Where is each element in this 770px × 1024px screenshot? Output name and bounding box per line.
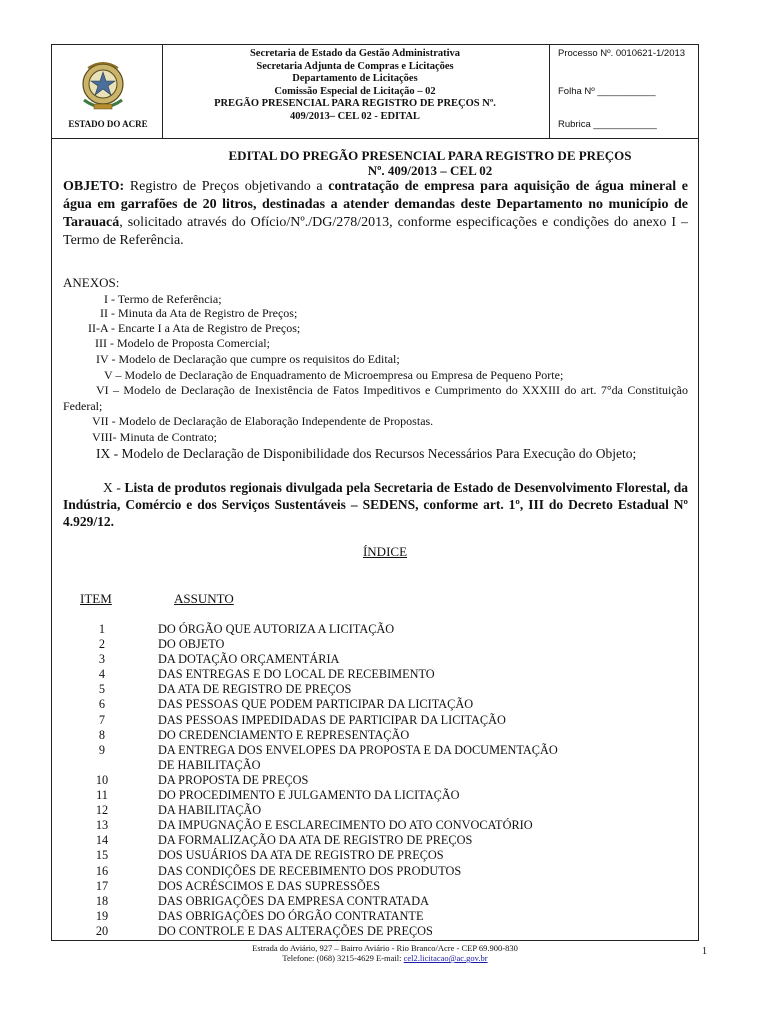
header-divider-left	[162, 44, 163, 138]
header-line: Secretaria de Estado da Gestão Administrativa	[249, 48, 461, 59]
index-item-number	[80, 758, 124, 773]
index-item-number: 9	[98, 742, 106, 757]
index-item-subject: DO CONTROLE E DAS ALTERAÇÕES DE PREÇOS	[158, 923, 433, 938]
index-row	[80, 803, 640, 818]
index-row	[80, 743, 640, 758]
index-item-subject: DA FORMALIZAÇÃO DA ATA DE REGISTRO DE PREÇOS	[158, 833, 473, 848]
anexo-item: IV - Modelo de Declaração que cumpre os requisitos do Edital;	[96, 352, 400, 366]
anexo-x-text: Lista de produtos regionais divulgada pela Secretaria de Estado de Desenvolvimento Florestal, da Indústria, Comércio e dos Serviços Sustentáveis – SEDENS, conforme art. 1º, III do Decreto Estadual Nº 4.929/12.	[63, 480, 688, 529]
index-row	[80, 667, 640, 682]
folha-field: Folha Nº ___________	[558, 86, 656, 97]
anexo-item: VII - Modelo de Declaração de Elaboração Independente de Propostas.	[92, 414, 434, 428]
index-item-number: 16	[95, 863, 109, 878]
index-item-subject: DE HABILITAÇÃO	[158, 757, 261, 772]
title-line: Nº. 409/2013 – CEL 02	[367, 163, 493, 178]
index-item-number: 14	[95, 833, 109, 848]
anexo-item: VIII- Minuta de Contrato;	[92, 430, 217, 444]
index-item-subject: DAS PESSOAS IMPEDIDADAS DE PARTICIPAR DA LICITAÇÃO	[158, 712, 506, 727]
footer	[0, 943, 770, 963]
index-item-number: 8	[98, 727, 106, 742]
rubrica-field: Rubrica ____________	[558, 119, 657, 130]
index-item-number: 5	[98, 682, 106, 697]
index-item-subject: DA ENTREGA DOS ENVELOPES DA PROPOSTA E DA DOCUMENTAÇÃO	[158, 742, 558, 757]
objeto-bold-text: contratação de empresa para aquisição de água mineral e água em garrafões de 20 litros, destinadas a atender demandas deste Departamento no município de Tarauacá	[63, 179, 688, 230]
header-line: 409/2013– CEL 02 - EDITAL	[290, 110, 420, 122]
index-item-number: 19	[95, 908, 109, 923]
index-item-subject: DO CREDENCIAMENTO E REPRESENTAÇÃO	[158, 727, 410, 742]
index-row	[80, 637, 640, 652]
index-item-number: 18	[95, 893, 109, 908]
index-item-subject: DAS OBRIGAÇÕES DA EMPRESA CONTRATADA	[158, 893, 429, 908]
anexo-item: II-A - Encarte I a Ata de Registro de Preços;	[88, 321, 301, 335]
index-row	[80, 879, 640, 894]
index-row	[80, 833, 640, 848]
objeto-text: , solicitado através do Ofício/Nº./DG/278/2013, conforme especificações e condições do anexo I – Termo de Referência.	[63, 215, 688, 248]
index-item-subject: DO PROCEDIMENTO E JULGAMENTO DA LICITAÇÃO	[158, 788, 460, 803]
index-row	[80, 894, 640, 909]
index-row	[80, 924, 640, 939]
process-number: Processo Nº. 0010621-1/2013	[558, 48, 686, 59]
header-institution	[168, 48, 542, 123]
objeto-label: OBJETO:	[63, 179, 125, 194]
objeto-text: Registro de Preços objetivando a	[124, 179, 329, 194]
index-item-subject: DO ÓRGÃO QUE AUTORIZA A LICITAÇÃO	[158, 622, 395, 636]
index-item-number: 4	[98, 667, 106, 682]
header-line: Departamento de Licitações	[292, 73, 418, 84]
index-row	[80, 773, 640, 788]
anexos-label: ANEXOS:	[63, 275, 120, 290]
email-link[interactable]: cel2.licitacao@ac.gov.br	[403, 953, 488, 963]
index-item-number: 6	[98, 697, 106, 712]
index-item-number: 7	[98, 712, 106, 727]
index-row	[80, 758, 640, 773]
coat-of-arms-icon	[78, 60, 128, 114]
anexo-item: II - Minuta da Ata de Registro de Preços;	[100, 306, 298, 320]
header-line: Secretaria Adjunta de Compras e Licitações	[256, 60, 454, 72]
anexo-item: I - Termo de Referência;	[104, 292, 222, 306]
index-item-subject: DA PROPOSTA DE PREÇOS	[158, 772, 309, 787]
anexo-item-x	[63, 479, 688, 530]
anexo-item: V – Modelo de Declaração de Enquadramento de Microempresa ou Empresa de Pequeno Porte;	[104, 368, 564, 382]
index-row	[80, 818, 640, 833]
index-item-number: 11	[96, 788, 108, 803]
index-item-subject: DO OBJETO	[158, 637, 225, 652]
index-item-number: 13	[95, 818, 109, 833]
document-title	[170, 148, 690, 178]
index-item-subject: DOS USUÁRIOS DA ATA DE REGISTRO DE PREÇOS	[158, 848, 444, 863]
header-divider-right	[549, 44, 550, 138]
state-label: ESTADO DO ACRE	[68, 119, 148, 129]
page-number: 1	[702, 946, 707, 957]
index-item-subject: DAS CONDIÇÕES DE RECEBIMENTO DOS PRODUTOS	[158, 863, 462, 878]
index-item-subject: DA ATA DE REGISTRO DE PREÇOS	[158, 682, 352, 697]
index-row	[80, 864, 640, 879]
index-item-subject: DAS OBRIGAÇÕES DO ÓRGÃO CONTRATANTE	[158, 908, 424, 923]
anexo-item: VI – Modelo de Declaração de Inexistência de Fatos Impeditivos e Cumprimento do XXXIII do art. 7°da Constituição Federal;	[63, 383, 688, 413]
index-item-number: 17	[95, 878, 109, 893]
footer-phone: Telefone: (068) 3215-4629 E-mail:	[282, 953, 404, 963]
index-list	[80, 622, 640, 939]
index-item-subject: DA IMPUGNAÇÃO E ESCLARECIMENTO DO ATO CONVOCATÓRIO	[158, 818, 533, 833]
index-row	[80, 713, 640, 728]
footer-address: Estrada do Aviário, 927 – Bairro Aviário - Rio Branco/Acre - CEP 69.900-830	[252, 943, 518, 953]
header-divider-bottom	[51, 138, 699, 139]
index-row	[80, 788, 640, 803]
anexo-item: IX - Modelo de Declaração de Disponibilidade dos Recursos Necessários Para Execução do Objeto;	[96, 446, 637, 461]
index-row	[80, 697, 640, 712]
index-item-number: 1	[98, 622, 106, 636]
index-row	[80, 848, 640, 863]
index-row	[80, 728, 640, 743]
header-line: Comissão Especial de Licitação – 02	[274, 85, 436, 97]
objeto-paragraph	[63, 178, 688, 250]
index-row	[80, 652, 640, 667]
anexo-item: III - Modelo de Proposta Comercial;	[95, 336, 270, 350]
footer-contact	[0, 953, 770, 963]
column-header-assunto: ASSUNTO	[174, 591, 234, 606]
indice-title: ÍNDICE	[362, 544, 408, 559]
index-item-subject: DAS PESSOAS QUE PODEM PARTICIPAR DA LICITAÇÃO	[158, 697, 474, 712]
column-header-item: ITEM	[80, 591, 112, 606]
index-row	[80, 909, 640, 924]
title-line: EDITAL DO PREGÃO PRESENCIAL PARA REGISTRO DE PREÇOS	[228, 148, 632, 163]
index-item-number: 12	[95, 803, 109, 818]
index-item-subject: DAS ENTREGAS E DO LOCAL DE RECEBIMENTO	[158, 667, 435, 682]
index-item-number: 20	[95, 923, 109, 938]
index-item-number: 3	[98, 652, 106, 667]
anexo-x-prefix: X -	[103, 480, 125, 495]
header-line: PREGÃO PRESENCIAL PARA REGISTRO DE PREÇOS Nº.	[214, 98, 496, 109]
index-item-number: 10	[95, 772, 109, 787]
index-item-subject: DA DOTAÇÃO ORÇAMENTÁRIA	[158, 652, 340, 667]
index-item-number: 2	[98, 637, 106, 652]
index-row	[80, 622, 640, 637]
index-item-subject: DA HABILITAÇÃO	[158, 803, 262, 818]
index-item-number: 15	[95, 848, 109, 863]
index-item-subject: DOS ACRÉSCIMOS E DAS SUPRESSÕES	[158, 878, 381, 893]
index-row	[80, 682, 640, 697]
